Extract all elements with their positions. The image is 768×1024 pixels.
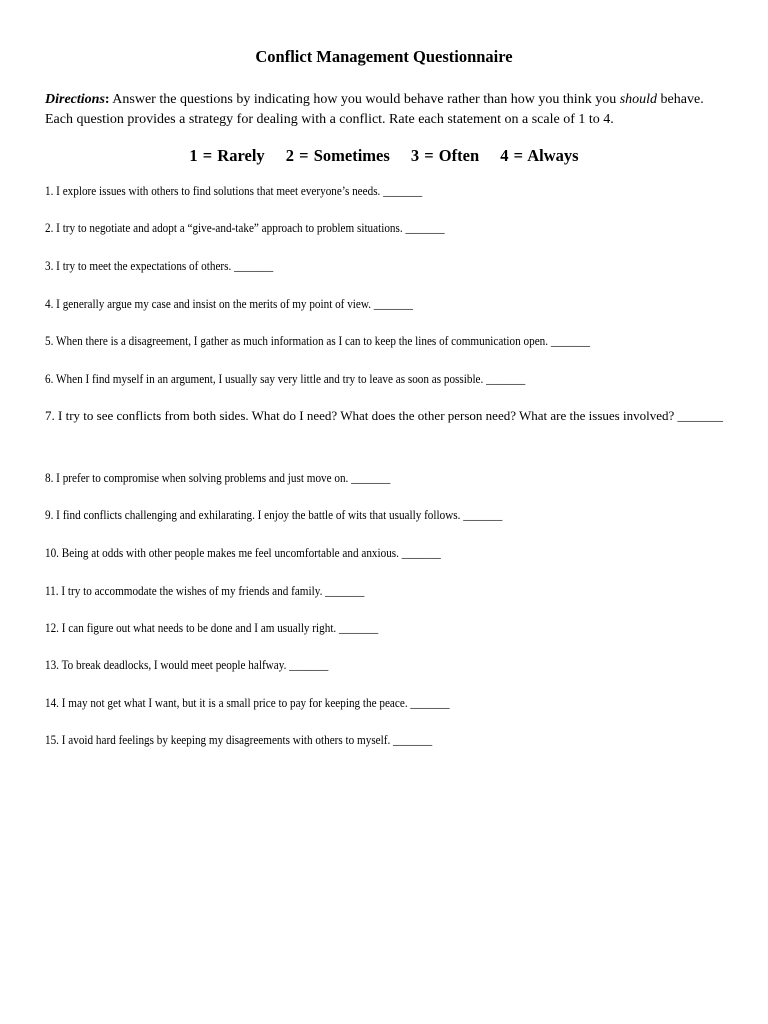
question-number: 6. <box>45 371 54 386</box>
question-item <box>45 468 390 488</box>
question-text: To break deadlocks, I would meet people halfway. <box>61 657 287 672</box>
directions-paragraph <box>45 90 735 130</box>
question-item <box>45 256 273 276</box>
answer-blank[interactable]: _______ <box>339 620 379 635</box>
question-number: 12. <box>45 620 59 635</box>
question-item <box>45 655 328 675</box>
question-number: 8. <box>45 470 54 485</box>
answer-blank[interactable]: _______ <box>401 545 441 560</box>
question-number: 4. <box>45 296 54 311</box>
answer-blank[interactable]: _______ <box>234 258 274 273</box>
question-text: When I find myself in an argument, I usually say very little and try to leave as soon as possible. <box>55 371 484 386</box>
scale-item-always: 4 = Always <box>500 146 579 165</box>
question-item <box>45 581 364 601</box>
answer-blank[interactable]: _______ <box>383 183 423 198</box>
answer-blank[interactable]: _______ <box>351 470 391 485</box>
answer-blank[interactable]: _______ <box>410 695 450 710</box>
question-item <box>45 331 590 351</box>
answer-blank[interactable]: _______ <box>325 583 365 598</box>
question-text: I generally argue my case and insist on the merits of my point of view. <box>56 296 372 311</box>
question-text: I try to accommodate the wishes of my friends and family. <box>61 583 323 598</box>
question-number: 13. <box>45 657 59 672</box>
answer-blank[interactable]: _______ <box>677 408 723 423</box>
question-text: I try to see conflicts from both sides. What do I need? What does the other person need? What are the issues involved? <box>58 408 675 423</box>
question-text: I explore issues with others to find solutions that meet everyone’s needs. <box>56 183 381 198</box>
question-number: 14. <box>45 695 59 710</box>
directions-text-before: Answer the questions by indicating how you would behave rather than how you think you <box>109 92 620 107</box>
question-text: Being at odds with other people makes me feel uncomfortable and anxious. <box>61 545 399 560</box>
question-item <box>45 181 422 201</box>
question-text: I can figure out what needs to be done and I am usually right. <box>61 620 337 635</box>
question-text: I avoid hard feelings by keeping my disagreements with others to myself. <box>61 732 391 747</box>
question-item <box>45 543 441 563</box>
question-number: 2. <box>45 220 54 235</box>
question-text: I prefer to compromise when solving problems and just move on. <box>56 470 349 485</box>
question-number: 1. <box>45 183 54 198</box>
question-number: 3. <box>45 258 54 273</box>
scale-item-rarely: 1 = Rarely <box>189 146 265 165</box>
question-item <box>45 369 525 389</box>
directions-label: Directions <box>45 92 105 107</box>
question-number: 11. <box>45 583 59 598</box>
question-number: 9. <box>45 507 54 522</box>
question-number: 15. <box>45 732 59 747</box>
answer-blank[interactable]: _______ <box>550 333 590 348</box>
question-item <box>45 406 725 426</box>
question-item <box>45 618 378 638</box>
question-text: I try to meet the expectations of others. <box>56 258 232 273</box>
question-text: I find conflicts challenging and exhilarating. I enjoy the battle of wits that usually follows. <box>56 507 461 522</box>
answer-blank[interactable]: _______ <box>289 657 329 672</box>
answer-blank[interactable]: _______ <box>405 220 445 235</box>
answer-blank[interactable]: _______ <box>393 732 433 747</box>
question-number: 7. <box>45 408 55 423</box>
question-item <box>45 505 502 525</box>
rating-scale <box>0 145 768 167</box>
directions-emphasis: should <box>619 92 658 107</box>
question-text: I try to negotiate and adopt a “give-and-take” approach to problem situations. <box>56 220 403 235</box>
question-number: 10. <box>45 545 59 560</box>
question-item <box>45 218 445 238</box>
answer-blank[interactable]: _______ <box>486 371 526 386</box>
answer-blank[interactable]: _______ <box>463 507 503 522</box>
directions-colon: : <box>104 92 110 107</box>
scale-item-often: 3 = Often <box>410 146 480 165</box>
question-item <box>45 730 432 750</box>
page-title: Conflict Management Questionnaire <box>255 47 513 66</box>
directions-text-after: behave. Each question provides a strategy for dealing with a conflict. Rate each statement on a scale of 1 to 4. <box>45 92 704 127</box>
answer-blank[interactable]: _______ <box>373 296 413 311</box>
question-text: I may not get what I want, but it is a small price to pay for keeping the peace. <box>61 695 408 710</box>
scale-item-sometimes: 2 = Sometimes <box>285 146 390 165</box>
question-text: When there is a disagreement, I gather as much information as I can to keep the lines of communication open. <box>55 333 549 348</box>
question-item <box>45 294 413 314</box>
question-number: 5. <box>45 333 54 348</box>
question-item <box>45 693 450 713</box>
